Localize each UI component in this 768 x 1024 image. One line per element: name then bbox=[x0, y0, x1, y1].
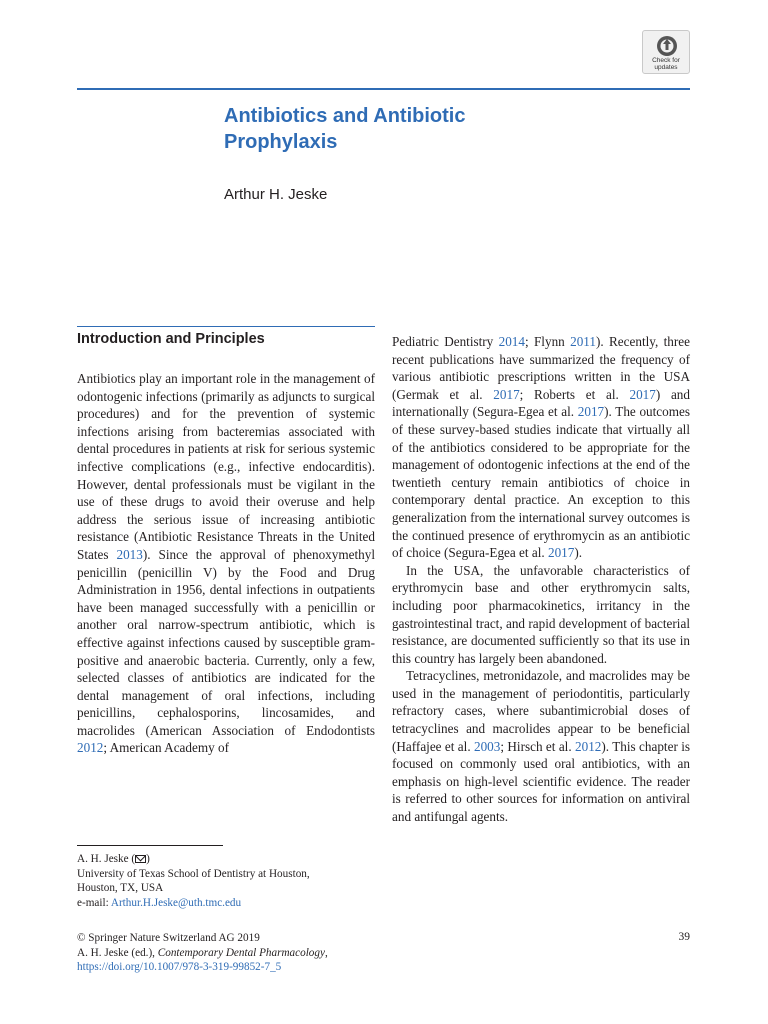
check-for-updates-label: Check for updates bbox=[652, 57, 680, 71]
envelope-icon bbox=[135, 855, 146, 863]
citation-link[interactable]: 2017 bbox=[577, 404, 605, 420]
citation-link[interactable]: 2012 bbox=[575, 738, 602, 754]
citation-link[interactable]: 2017 bbox=[493, 386, 520, 402]
citation-link[interactable]: 2014 bbox=[498, 334, 525, 349]
doi-link[interactable]: https://doi.org/10.1007/978-3-319-99852-7_5 bbox=[77, 961, 282, 973]
paragraph-intro: Antibiotics play an important role in the management of odontogenic infections (primarily as adjuncts to surgical procedures) and for the prevention of systemic infections arising from bacteremias associated with dental procedures in patients at risk for serious systemic infective complications (e.g., infective endocarditis). However, dental professionals must be vigilant in the use of these drugs to avoid their overuse and help address the serious issue of increasing antibiotic resistance (Antibiotic Resistance Threats in the United States 2013). Since the approval of phenoxymethyl penicillin (penicillin V) by the Food and Drug Administration in 1956, dental infections in outpatients have been managed successfully with a penicillin or another oral narrow-spectrum antibiotic, which is effective against infections caused by susceptible gram-positive and anaerobic bacteria. Currently, only a few, selected classes of antibiotics are indicated for the dental management of oral infections, including penicillins, cephalosporins, lincosamides, and macrolides (American Association of Endodontists 2012; American Academy of bbox=[77, 371, 375, 756]
citation-link[interactable]: 2017 bbox=[547, 545, 575, 561]
page-number: 39 bbox=[678, 931, 690, 943]
paragraph-erythromycin: In the USA, the unfavorable characteristics of erythromycin base and other erythromycin salts, including poor pharmacokinetics, irritancy in the gastrointestinal tract, and rapid development of bacterial resistance, are documented sufficiently so that its use in this country has largely been abandoned. bbox=[392, 562, 690, 666]
chapter-title bbox=[224, 103, 664, 155]
author-footnote bbox=[77, 852, 310, 910]
footnote-affiliation: University of Texas School of Dentistry at Houston, bbox=[77, 867, 310, 880]
footnote-location: Houston, TX, USA bbox=[77, 882, 164, 894]
paragraph-continued: Pediatric Dentistry 2014; Flynn 2011). Recently, three recent publications have summarized the frequency of various antibiotic prescriptions written in the USA (Germak et al. 2017; Roberts et al. 2017) and internationally (Segura-Egea et al. 2017). The outcomes of these survey-based studies indicate that virtually all of the antibiotics considered to be appropriate for the management of odontogenic infections at the end of the twentieth century remain antibiotics of choice in contemporary dental practice. An exception to this generalization from the international survey outcomes is the continued presence of erythromycin as an antibiotic of choice (Segura-Egea et al. 2017). bbox=[392, 334, 690, 561]
check-for-updates-icon bbox=[655, 34, 679, 58]
citation-link[interactable]: 2012 bbox=[77, 740, 104, 756]
citation-link[interactable]: 2003 bbox=[473, 738, 501, 754]
check-for-updates-badge[interactable] bbox=[642, 30, 690, 74]
title-line-1: Antibiotics and Antibiotic bbox=[224, 105, 466, 127]
title-line-2: Prophylaxis bbox=[224, 131, 338, 153]
right-column bbox=[392, 333, 690, 826]
email-link[interactable]: Arthur.H.Jeske@uth.tmc.edu bbox=[110, 896, 242, 909]
footnote-email: e-mail: Arthur.H.Jeske@uth.tmc.edu bbox=[77, 896, 242, 909]
book-citation: A. H. Jeske (ed.), Contemporary Dental Pharmacology, bbox=[77, 946, 328, 959]
footnote-name: A. H. Jeske ( ) bbox=[77, 853, 150, 865]
copyright-line: © Springer Nature Switzerland AG 2019 bbox=[77, 932, 260, 944]
left-column bbox=[77, 370, 375, 757]
header-rule bbox=[77, 88, 690, 90]
section-rule bbox=[77, 326, 375, 327]
citation-link[interactable]: 2013 bbox=[116, 546, 143, 562]
citation-link[interactable]: 2017 bbox=[629, 386, 656, 402]
paragraph-periodontitis: Tetracyclines, metronidazole, and macrolides may be used in the management of periodontitis, particularly refractory cases, where subantimicrobial doses of tetracyclines and macrolides appear to be beneficial (Haffajee et al. 2003; Hirsch et al. 2012). This chapter is focused on commonly used oral antibiotics, with an emphasis on high-level scientific evidence. The reader is referred to other sources for information on antiviral and antifungal agents. bbox=[392, 668, 690, 825]
copyright-block bbox=[77, 931, 328, 975]
chapter-author: Arthur H. Jeske bbox=[224, 186, 328, 203]
citation-link[interactable]: 2011 bbox=[570, 334, 596, 349]
footnote-rule bbox=[77, 845, 223, 846]
section-heading: Introduction and Principles bbox=[77, 331, 265, 347]
